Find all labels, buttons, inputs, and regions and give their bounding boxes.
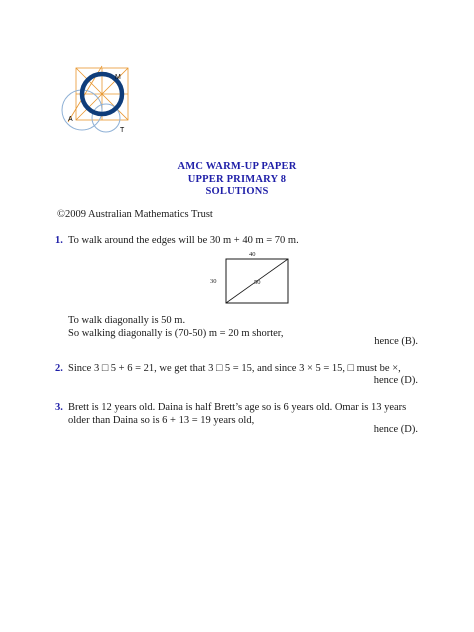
- title-line-1: AMC WARM-UP PAPER: [177, 161, 297, 172]
- diagram-label-top: 40: [249, 251, 256, 258]
- question-line: To walk around the edges will be 30 m + 40 m = 70 m.: [68, 235, 299, 246]
- question-line: To walk diagonally is 50 m.: [68, 315, 186, 326]
- question-line: So walking diagonally is (70-50) m = 20 m shorter,: [68, 328, 284, 339]
- copyright-notice: ©2009 Australian Mathematics Trust: [57, 209, 213, 220]
- logo-letter-m: M: [115, 74, 121, 81]
- document-title: [0, 161, 474, 199]
- logo-letter-t: T: [120, 127, 125, 134]
- question-1-continued: [68, 314, 418, 347]
- amt-logo: [58, 62, 138, 144]
- diagram-label-diagonal: 50: [254, 279, 261, 286]
- question-line: older than Daina so is 6 + 13 = 19 years old,: [68, 415, 255, 426]
- question-line: Brett is 12 years old. Daina is half Brett’s age so is 6 years old. Omar is 13 years: [68, 402, 407, 413]
- answer-text: hence (D).: [373, 424, 418, 435]
- question-number: 2.: [55, 363, 63, 374]
- rectangle-diagram: [206, 249, 296, 307]
- answer-text: hence (B).: [374, 336, 418, 347]
- question-1: [55, 234, 418, 247]
- title-line-3: SOLUTIONS: [205, 186, 269, 197]
- diagram-label-left: 30: [210, 278, 217, 285]
- question-2: [55, 362, 418, 386]
- answer-text: hence (D).: [373, 375, 418, 386]
- question-line: Since 3 □ 5 + 6 = 21, we get that 3 □ 5 = 15, and since 3 × 5 = 15, □ must be ×,: [68, 363, 401, 374]
- title-line-2: UPPER PRIMARY 8: [187, 173, 287, 185]
- question-number: 1.: [55, 235, 63, 246]
- logo-letter-a: A: [68, 116, 73, 123]
- question-number: 3.: [55, 402, 63, 413]
- question-3: [55, 401, 418, 435]
